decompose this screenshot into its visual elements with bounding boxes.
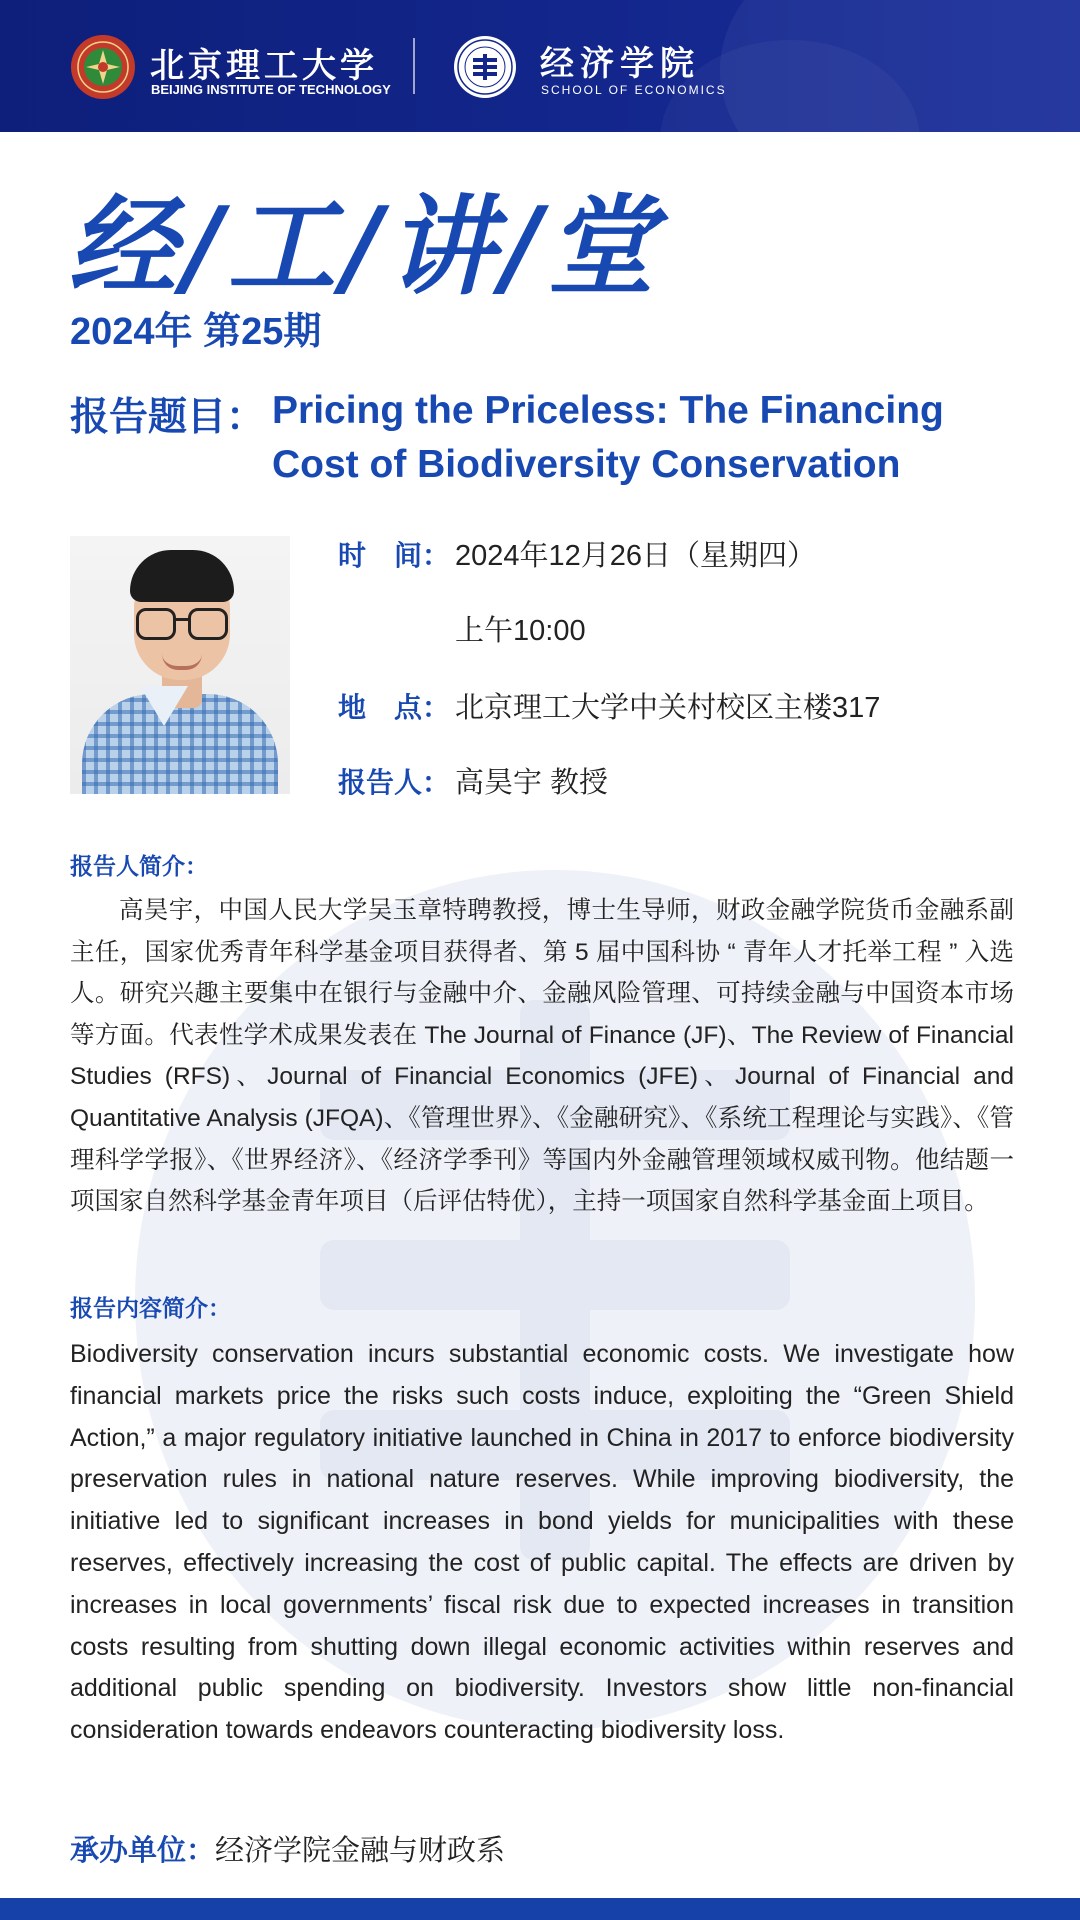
place-value: 北京理工大学中关村校区主楼317: [455, 692, 881, 724]
school-name-en: SCHOOL OF ECONOMICS: [541, 83, 727, 97]
abstract-text: Biodiversity conservation incurs substantial economic costs. We investigate how financial markets price the risks such costs induce, exploiting the “Green Shield Action,” a major regulatory initiative launched in China in 2017 to enforce biodiversity preservation rules in national nature reserves. While improving biodiversity, the initiative led to significant increases in bond yields for municipalities with these reserves, effectively increasing the cost of public capital. The effects are driven by increases in local governments’ fiscal risk due to expected increases in transition costs resulting from shutting down illegal economic activities within reserves and additional public spending on biodiversity. Investors show little non-financial consideration towards endeavors counteracting biodiversity loss.: [70, 1340, 1014, 1745]
speaker-photo-hair: [130, 550, 234, 602]
speaker-photo-glasses: [188, 608, 228, 640]
university-name-cn: 北京理工大学: [150, 46, 378, 86]
speaker-name: 高昊宇 教授: [455, 767, 609, 799]
time-date: 2024年12月26日（星期四）: [455, 540, 817, 572]
host-label: 承办单位：: [70, 1835, 216, 1867]
university-name-en: BEIJING INSTITUTE OF TECHNOLOGY: [151, 82, 391, 97]
footer-bar: [0, 1898, 1080, 1920]
speaker-photo-collar: [140, 686, 188, 726]
issue-number: 2024年 第25期: [70, 311, 322, 353]
header-divider: [413, 38, 415, 94]
host-value: 经济学院金融与财政系: [215, 1835, 506, 1867]
speaker-photo-glasses: [136, 608, 176, 640]
school-name-cn: 经济学院: [540, 44, 700, 84]
school-logo-icon: [452, 34, 518, 100]
speaker-label: 报告人：: [338, 767, 451, 798]
place-label: 地 点：: [338, 692, 451, 723]
abstract-heading: 报告内容简介：: [70, 1295, 231, 1321]
series-title: 经/工/讲/堂: [68, 184, 661, 310]
speaker-photo-glasses: [173, 618, 188, 621]
header-banner: [0, 0, 1080, 132]
speaker-bio-text: 高昊宇，中国人民大学吴玉章特聘教授，博士生导师，财政金融学院货币金融系副主任，国家优秀青年科学基金项目获得者、第 5 届中国科协 “ 青年人才托举工程 ” 入选人。研究兴趣主要集中在银行与金融中介、金融风险管理、可持续金融与中国资本市场等方面。代表性学术成果发表在 The Journal of Finance (JF)、The Review of Financial Studies (RFS)、Journal of Financial Economics (JFE)、Journal of Financial and Quantitative Analysis (JFQA)、《管理世界》、《金融研究》、《系统工程理论与实践》、《管理科学学报》、《世界经济》、《经济学季刊》等国内外金融管理领域权威刊物。他结题一项国家自然科学基金青年项目（后评估特优），主持一项国家自然科学基金面上项目。: [70, 897, 1014, 1216]
topic-label: 报告题目：: [70, 396, 266, 439]
time-clock: 上午10:00: [455, 615, 586, 647]
speaker-photo: [70, 536, 290, 794]
bit-logo-icon: [70, 34, 136, 100]
speaker-bio-heading: 报告人简介：: [70, 853, 208, 879]
topic-title: Pricing the Priceless: The Financing Cost of Biodiversity Conservation: [272, 389, 944, 486]
time-label: 时 间：: [338, 540, 451, 571]
